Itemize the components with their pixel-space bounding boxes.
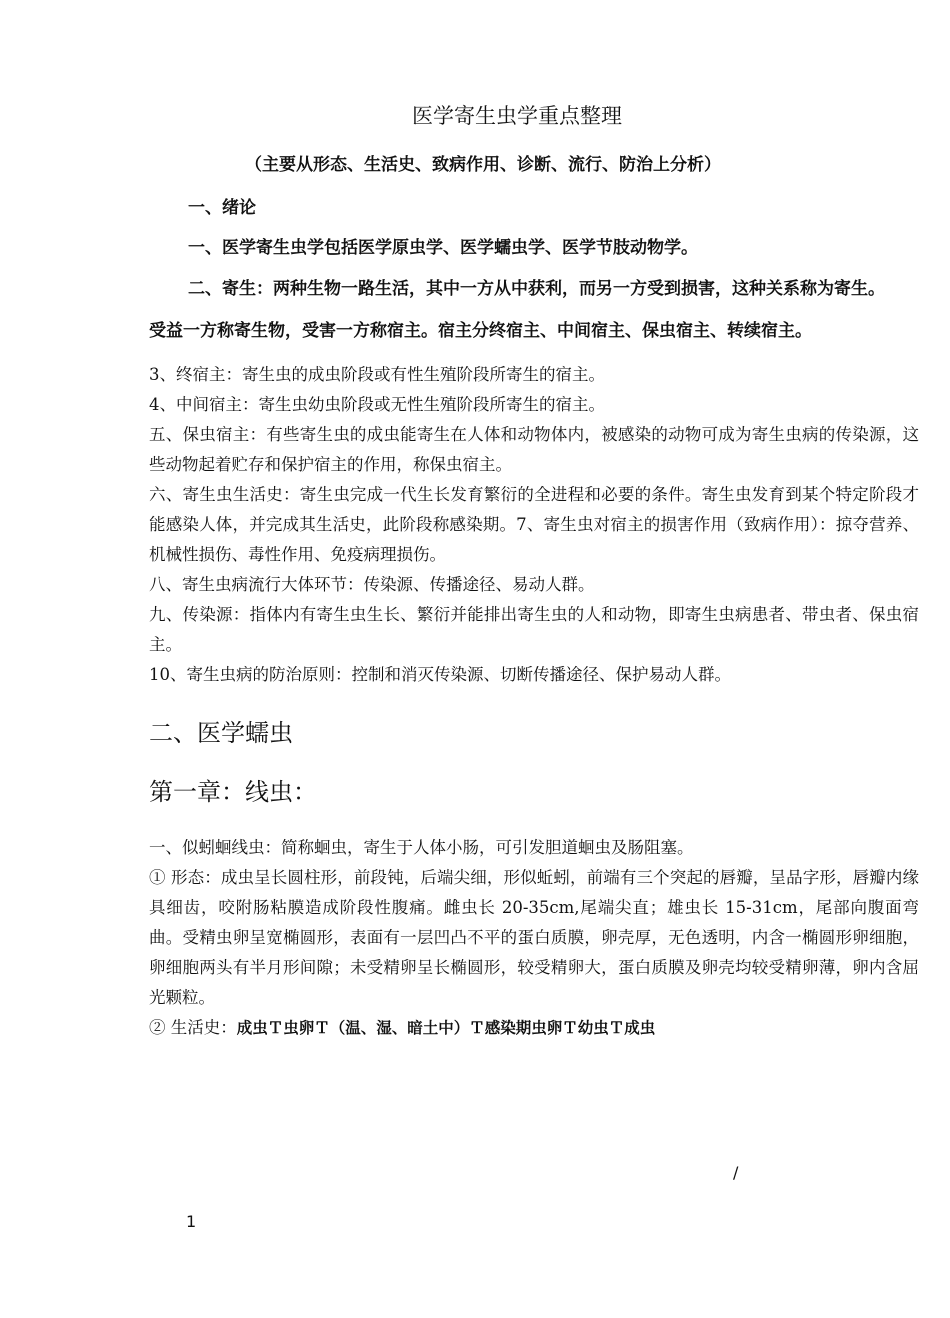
page-number: 1 xyxy=(186,1212,197,1231)
definition-item: 九、传染源：指体内有寄生虫生长、繁衍并能排出寄生虫的人和动物，即寄生虫病患者、带虫者、保虫宿主。 xyxy=(149,605,919,654)
stray-slash-mark: / xyxy=(733,1163,739,1182)
page-title: 医学寄生虫学重点整理 xyxy=(412,104,622,128)
definitions-block xyxy=(149,360,919,690)
definition-item: 六、寄生虫生活史：寄生虫完成一代生长发育繁衍的全进程和必要的条件。寄生虫发育到某个特定阶段才能感染人体，并完成其生活史，此阶段称感染期。7、寄生虫对宿主的损害作用（致病作用）：掠夺营养、机械性损伤、毒性作用、免疫病理损伤。 xyxy=(149,485,919,564)
roundworm-block xyxy=(149,833,919,1043)
definition-item: 五、保虫宿主：有些寄生虫的成虫能寄生在人体和动物体内，被感染的动物可成为寄生虫病的传染源，这些动物起着贮存和保护宿主的作用，称保虫宿主。 xyxy=(149,425,919,474)
definition-item: 10、寄生虫病的防治原则：控制和消灭传染源、切断传播途径、保护易动人群。 xyxy=(149,665,731,684)
intro-line-2: 二、寄生：两种生物一路生活，其中一方从中获利，而另一方受到损害，这种关系称为寄生。 xyxy=(188,279,885,299)
definition-item: 4、中间宿主：寄生虫幼虫阶段或无性生殖阶段所寄生的宿主。 xyxy=(149,395,605,414)
intro-line-3: 受益一方称寄生物，受害一方称宿主。宿主分终宿主、中间宿主、保虫宿主、转续宿主。 xyxy=(149,321,812,341)
intro-heading: 一、绪论 xyxy=(188,198,256,218)
definition-item: 八、寄生虫病流行大体环节：传染源、传播途径、易动人群。 xyxy=(149,575,595,594)
roundworm-intro: 一、似蚓蛔线虫：简称蛔虫，寄生于人体小肠，可引发胆道蛔虫及肠阻塞。 xyxy=(149,838,694,857)
intro-line-1: 一、医学寄生虫学包括医学原虫学、医学蠕虫学、医学节肢动物学。 xyxy=(188,238,698,258)
roundworm-morphology: ① 形态：成虫呈长圆柱形，前段钝，后端尖细，形似蚯蚓，前端有三个突起的唇瓣，呈品字形，唇瓣内缘具细齿，咬附肠粘膜造成阶段性腹痛。雌虫长 20-35cm,尾端尖直；雄虫长 15-31cm，尾部向腹面弯曲。受精虫卵呈宽椭圆形，表面有一层凹凸不平的蛋白质膜，卵壳厚，无色透明，内含一椭圆形卵细胞，卵细胞两头有半月形间隙；未受精卵呈长椭圆形，较受精卵大，蛋白质膜及卵壳均较受精卵薄，卵内含屈光颗粒。 xyxy=(149,868,919,1007)
lifecycle-label: ② 生活史： xyxy=(149,1018,237,1037)
chapter-heading-nematodes: 第一章：线虫： xyxy=(149,778,317,806)
section-heading-helminths: 二、医学蠕虫 xyxy=(149,719,293,747)
page-subtitle: （主要从形态、生活史、致病作用、诊断、流行、防治上分析） xyxy=(245,155,721,175)
definition-item: 3、终宿主：寄生虫的成虫阶段或有性生殖阶段所寄生的宿主。 xyxy=(149,365,605,384)
roundworm-lifecycle xyxy=(149,1013,919,1043)
lifecycle-text: 成虫Ｔ虫卵Ｔ（温、湿、暗土中）Ｔ感染期虫卵Ｔ幼虫Ｔ成虫 xyxy=(236,1019,656,1037)
